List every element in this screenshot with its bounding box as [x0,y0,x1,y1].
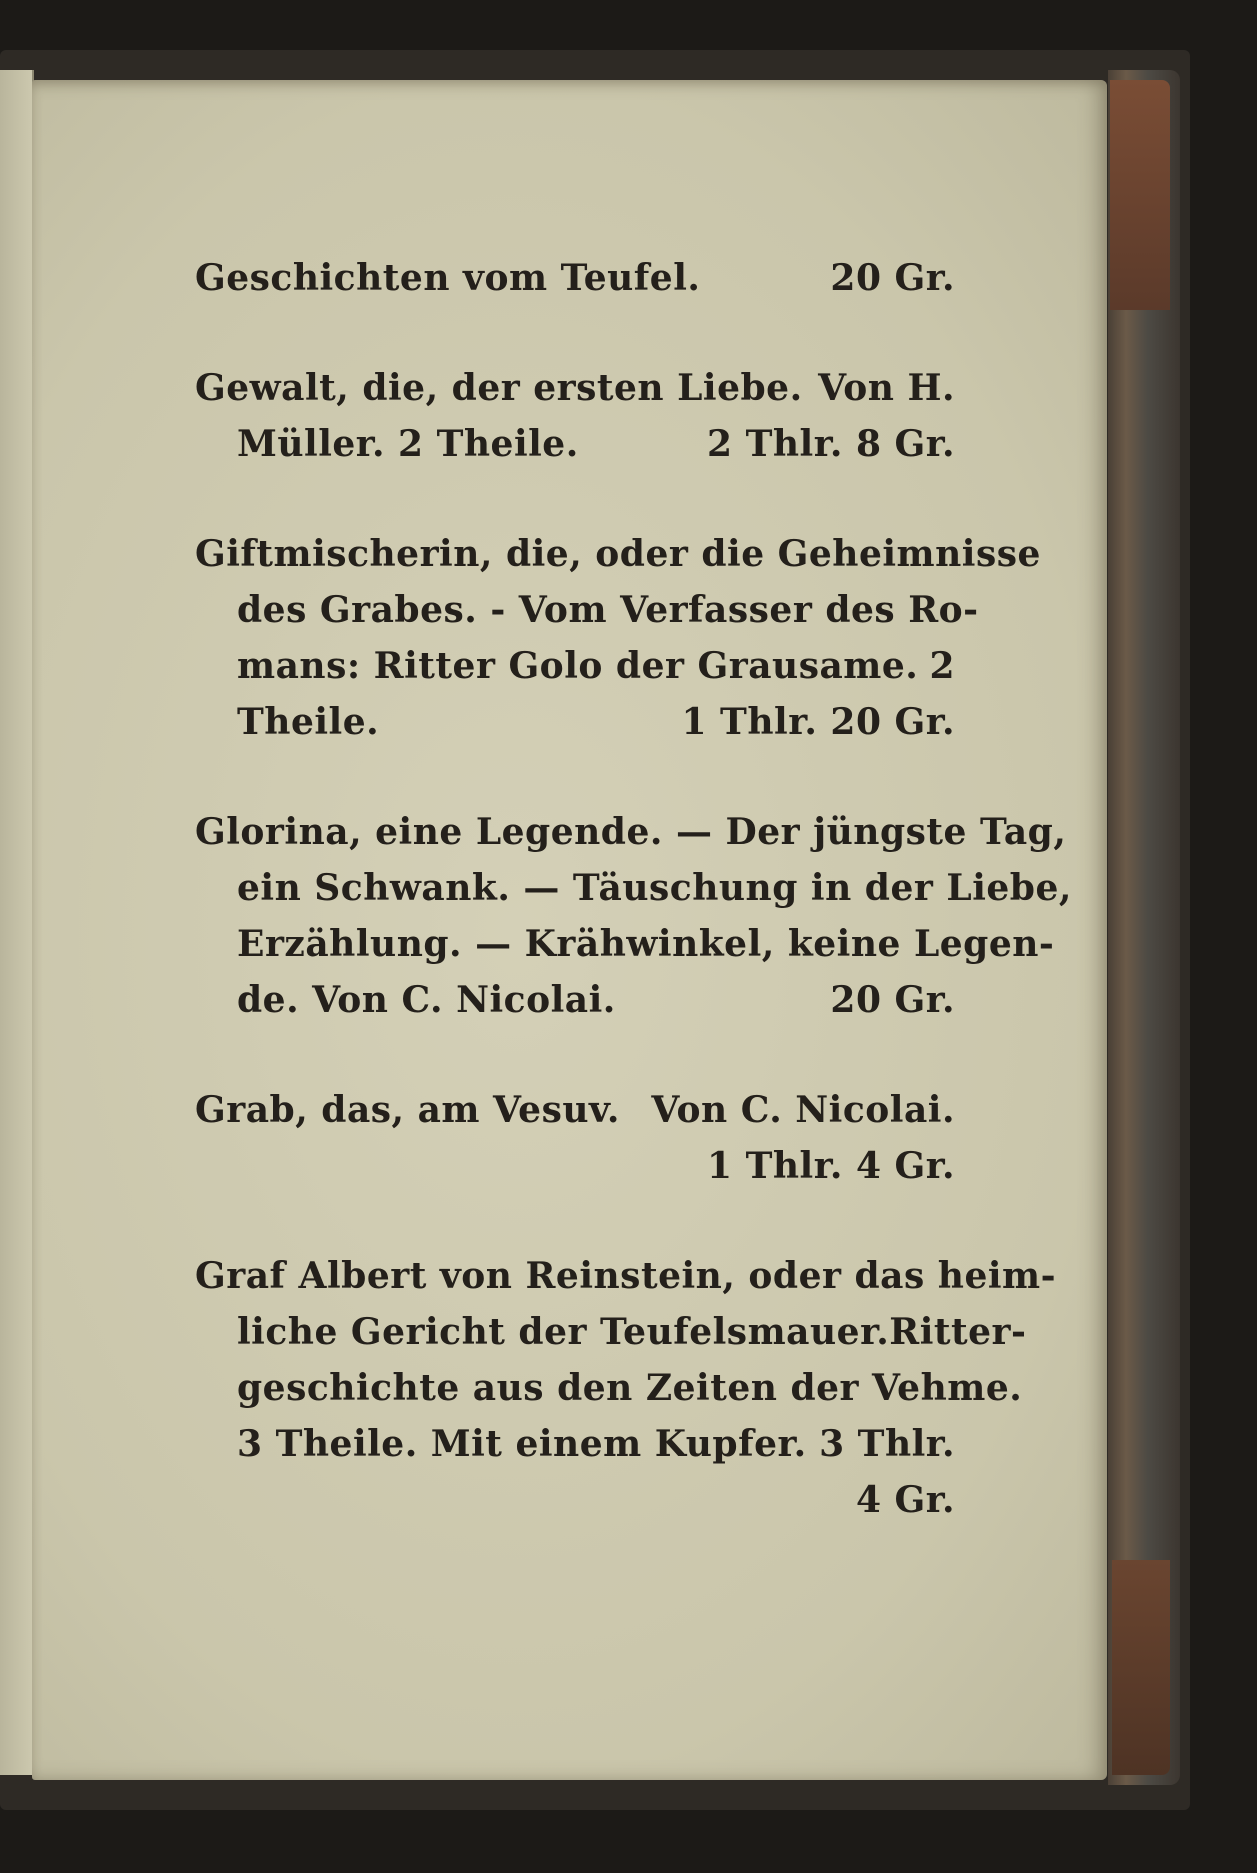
entry-text: Gewalt, die, der ersten Liebe. [195,367,803,409]
catalog-entry [195,1082,955,1194]
entry-line [195,526,1041,582]
entry-text: Graf Albert von Reinstein, oder das heim- [195,1255,1057,1297]
entry-text: mans: Ritter Golo der Grausame. [237,645,919,687]
entry-price: 1 Thlr. 20 Gr. [681,701,955,743]
entry-line [195,1360,1023,1416]
previous-page-edge [0,70,34,1775]
entry-line [195,916,1055,972]
entry-line [195,360,955,416]
entry-price: 2 Thlr. 8 Gr. [707,423,955,465]
entry-line [195,582,979,638]
entry-price: 20 Gr. [830,257,955,299]
entry-price: 1 Thlr. 4 Gr. [707,1145,955,1187]
entry-line [195,1248,1057,1304]
entry-text: des Grabes. - Vom Verfasser des Ro- [237,589,979,631]
entry-line [195,1416,955,1472]
entry-text: Glorina, eine Legende. — Der jüngste Tag, [195,811,1067,853]
entry-text: ein Schwank. — Täuschung in der Liebe, [237,867,1072,909]
catalog-entry [195,250,955,306]
catalog-entry [195,1248,1057,1528]
entry-line [195,416,955,472]
catalog-entry [195,360,955,472]
entry-text: 3 Theile. Mit einem Kupfer. [237,1423,807,1465]
entry-line [195,804,1067,860]
entry-price: 3 Thlr. [819,1423,955,1465]
entry-line [195,250,955,306]
entry-line [195,1304,1027,1360]
entry-line [195,1082,955,1138]
entry-line [195,1472,955,1528]
entry-line [195,860,1072,916]
spine-leather-top [1110,80,1170,310]
entry-text: Grab, das, am Vesuv. [195,1089,620,1131]
entry-line [195,694,955,750]
entry-text: Geschichten vom Teufel. [195,257,701,299]
entry-text: Erzählung. — Krähwinkel, keine Legen- [237,923,1055,965]
catalog-entry [195,526,1041,750]
entry-price: 20 Gr. [830,979,955,1021]
entry-price: Von C. Nicolai. [651,1089,955,1131]
entry-line [195,972,955,1028]
book-spine [1108,70,1180,1785]
catalog-entry [195,804,1072,1028]
catalog-listing [195,250,1072,1582]
entry-line [195,638,955,694]
entry-text: liche Gericht der Teufelsmauer. [237,1311,890,1353]
entry-price: Ritter- [889,1311,1027,1353]
entry-text: Müller. 2 Theile. [237,423,579,465]
entry-text: Giftmischerin, die, oder die Geheimnisse [195,533,1041,575]
entry-line [195,1138,955,1194]
entry-text: Theile. [237,701,380,743]
entry-text: geschichte aus den Zeiten der Vehme. [237,1367,1023,1409]
entry-price: 2 [929,645,955,687]
spine-leather-bottom [1112,1560,1170,1775]
entry-price: Von H. [818,367,955,409]
entry-text: de. Von C. Nicolai. [237,979,616,1021]
entry-price: 4 Gr. [855,1479,955,1521]
